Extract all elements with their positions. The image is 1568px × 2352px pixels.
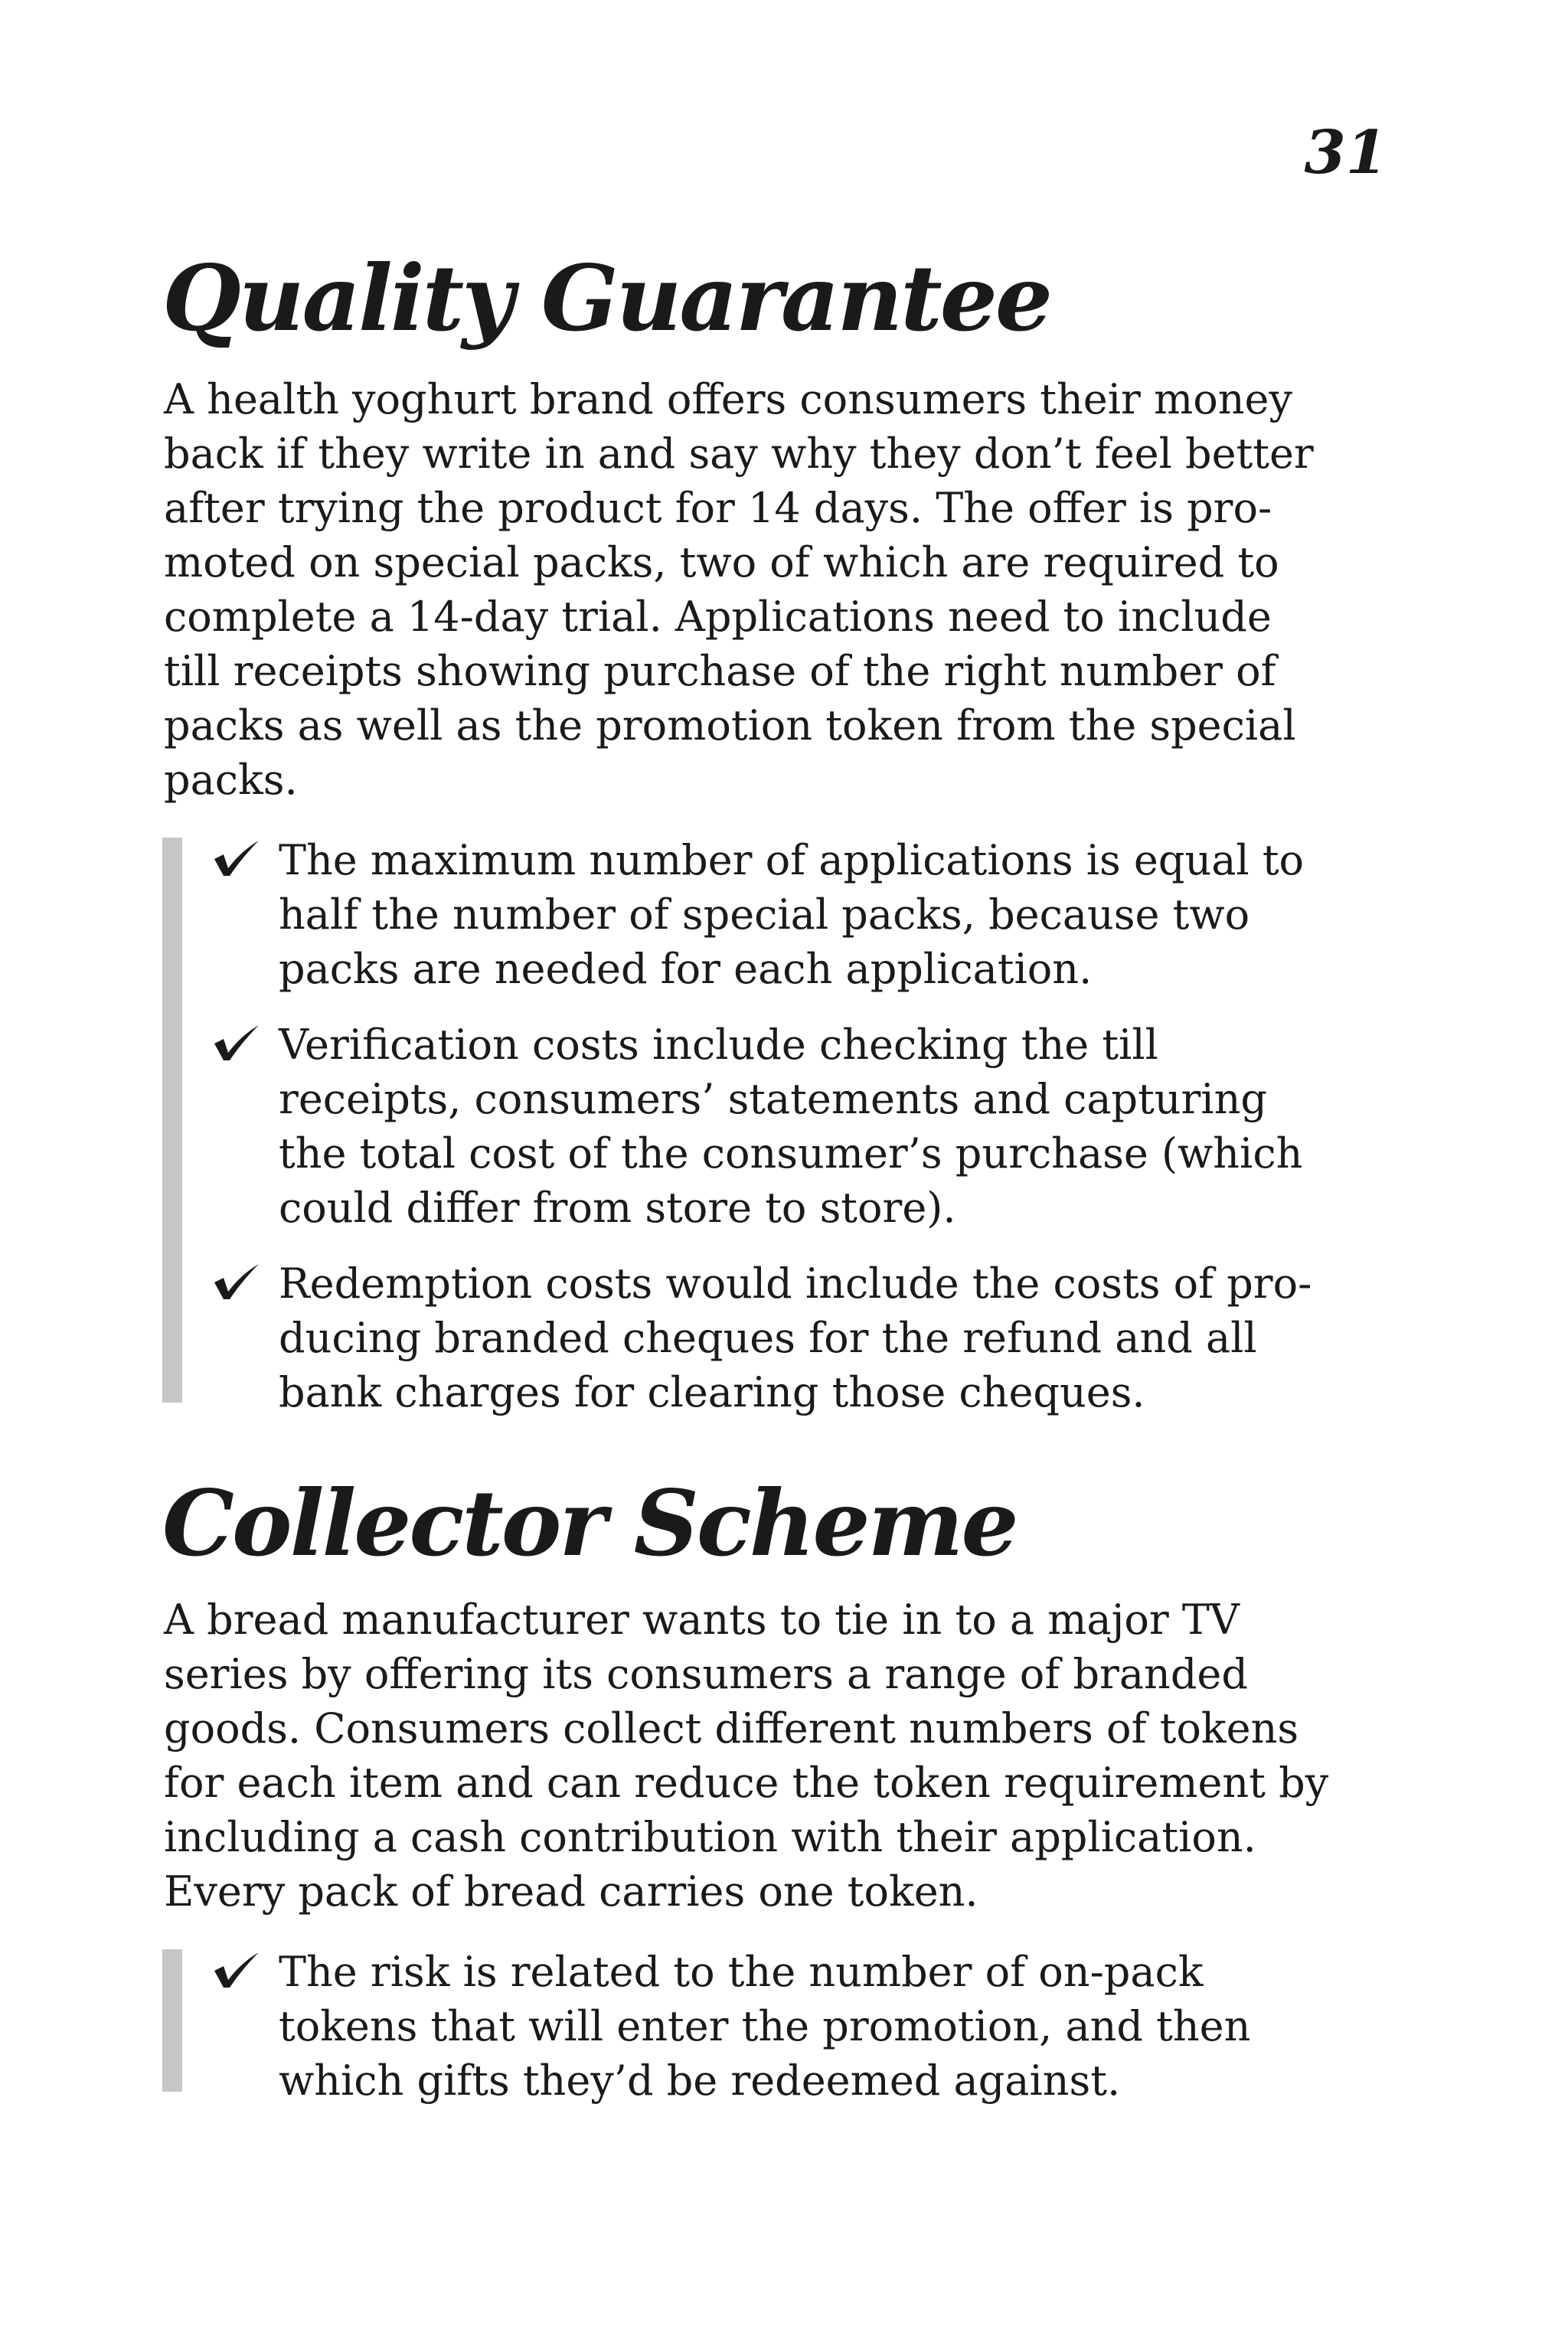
bullet-item <box>162 1018 1418 1235</box>
bullet-text <box>279 1945 1418 2108</box>
check-icon <box>213 1263 260 1301</box>
bullet-line: Redemption costs would include the costs of pro- <box>279 1259 1312 1308</box>
bullet-text <box>279 833 1418 996</box>
bullet-line: packs are needed for each application. <box>279 945 1093 993</box>
paragraph-line: A bread manufacturer wants to tie in to a major TV <box>164 1596 1240 1644</box>
paragraph-line: packs. <box>164 756 298 804</box>
paragraph-line: back if they write in and say why they don’t feel better <box>164 430 1314 478</box>
paragraph-line: series by offering its consumers a range of branded <box>164 1650 1248 1698</box>
check-icon <box>213 839 260 877</box>
bullet-item <box>162 1256 1418 1419</box>
bullet-list <box>162 833 1418 1419</box>
section-heading-quality-guarantee: Quality Guarantee <box>162 245 1050 351</box>
paragraph-line: complete a 14-day trial. Applications need to include <box>164 593 1272 641</box>
bullet-item <box>162 1945 1418 2108</box>
bullet-item <box>162 833 1418 996</box>
bullet-line: receipts, consumers’ statements and capturing <box>279 1075 1267 1123</box>
bullet-text <box>279 1256 1418 1419</box>
body-paragraph-collector-scheme <box>164 1592 1404 1919</box>
paragraph-line: till receipts showing purchase of the right number of <box>164 647 1276 695</box>
bullet-line: half the number of special packs, because two <box>279 890 1250 939</box>
bullet-block-collector-scheme <box>162 1945 1418 2129</box>
section-heading-collector-scheme: Collector Scheme <box>162 1470 1017 1576</box>
paragraph-line: moted on special packs, two of which are required to <box>164 538 1279 586</box>
bullet-line: bank charges for clearing those cheques. <box>279 1368 1145 1416</box>
check-icon <box>213 1024 260 1062</box>
page-number: 31 <box>1304 118 1387 188</box>
paragraph-line: including a cash contribution with their application. <box>164 1813 1256 1861</box>
paragraph-line: Every pack of bread carries one token. <box>164 1867 978 1916</box>
paragraph-line: after trying the product for 14 days. The offer is pro- <box>164 484 1272 532</box>
bullet-line: The maximum number of applications is equal to <box>279 836 1305 884</box>
bullet-line: ducing branded cheques for the refund and all <box>279 1314 1257 1362</box>
paragraph-line: A health yoghurt brand offers consumers their money <box>164 375 1292 423</box>
bullet-line: The risk is related to the number of on-pack <box>279 1948 1204 1996</box>
paragraph-line: packs as well as the promotion token from the special <box>164 701 1296 750</box>
bullet-block-quality-guarantee <box>162 833 1418 1441</box>
bullet-line: Verification costs include checking the till <box>279 1021 1158 1069</box>
bullet-line: which gifts they’d be redeemed against. <box>279 2056 1121 2105</box>
bullet-line: tokens that will enter the promotion, and then <box>279 2002 1251 2050</box>
bullet-line: could differ from store to store). <box>279 1184 956 1232</box>
bullet-text <box>279 1018 1418 1235</box>
paragraph-line: for each item and can reduce the token requirement by <box>164 1759 1329 1807</box>
check-icon <box>213 1951 260 1989</box>
bullet-line: the total cost of the consumer’s purchase (which <box>279 1129 1303 1178</box>
bullet-list <box>162 1945 1418 2108</box>
paragraph-line: goods. Consumers collect different numbers of tokens <box>164 1704 1299 1753</box>
body-paragraph-quality-guarantee <box>164 372 1404 807</box>
